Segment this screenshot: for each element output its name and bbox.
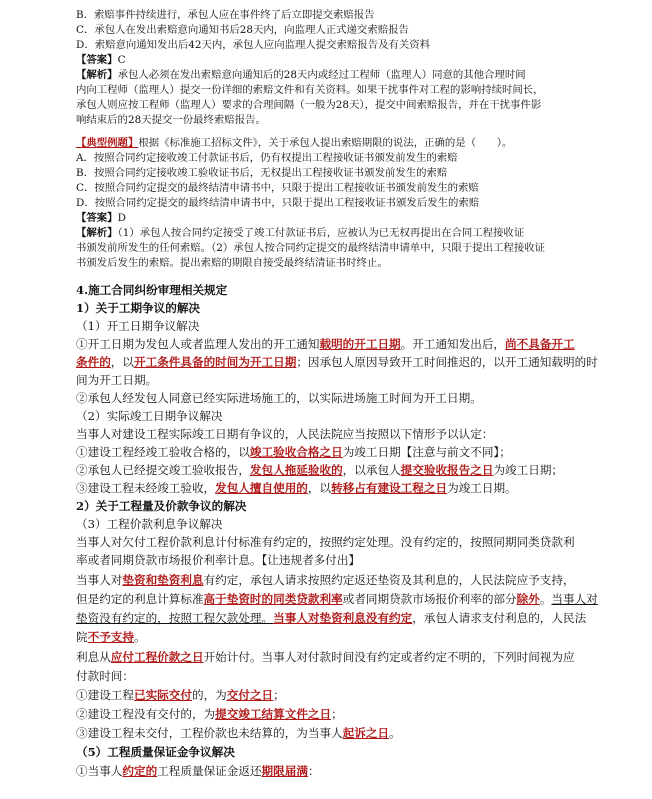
text: 有约定，承包人请求按照约定返还垫资及其利息的，人民法院应予支持，: [203, 573, 575, 587]
highlight: 垫资和垫资利息: [122, 573, 204, 587]
analysis-line: 书颁发前所发生的任何索赔。（2）承包人按合同约定提交的最终结清申请单中，只限于提出工程接收证: [76, 242, 545, 254]
text: ②建设工程没有交付的，为: [76, 707, 216, 721]
option-d: D．索赔意向通知发出后42天内，承包人应向监理人提交索赔报告及有关资料: [76, 39, 431, 51]
paragraph-line: [76, 705, 343, 723]
paragraph-line: [76, 648, 575, 666]
text: 院: [76, 630, 88, 644]
option-c: C．承包人在发出索赔意向通知书后28天内，向监理人正式递交索赔报告: [76, 24, 409, 36]
analysis-line: 书颁发后发生的索赔。提出索赔的期限自接受最终结清证书时终止。: [76, 257, 388, 269]
subheading-1-2: （2）实际竣工日期争议解决: [76, 409, 223, 423]
highlight: 高于垫资时的同类贷款利率: [203, 592, 343, 606]
underlined-text: 垫资没有约定的，按照工程欠款处理。: [76, 611, 274, 625]
paragraph-line: 当事人对欠付工程价款利息计付标准有约定的，按照约定处理。没有约定的，按照同期同类贷款利: [76, 535, 575, 549]
highlight: 不予支持: [87, 630, 134, 644]
highlight: 尚不具备开工: [505, 337, 575, 351]
text: 。: [539, 592, 552, 606]
paragraph-line: [76, 353, 598, 371]
highlight: 载明的开工日期: [319, 337, 401, 351]
analysis-text: （1）承包人按合同约定接受了竣工付款证书后，应被认为已无权再提出在合同工程接收证: [117, 227, 525, 239]
text: ③建设工程未经竣工验收，: [76, 481, 216, 495]
paragraph-line: 当事人对建设工程实际竣工日期有争议的，人民法院应当按照以下情形予以认定：: [76, 427, 494, 441]
highlight: 起诉之日: [342, 726, 390, 740]
paragraph-line: [76, 335, 575, 353]
paragraph-line: [76, 724, 401, 742]
option-c: C．按照合同约定提交的最终结清申请书中，只限于提出工程接收证书颁发前发生的索赔: [76, 182, 479, 194]
analysis-line: 响结束后的28天提交一份最终索赔报告。: [76, 114, 266, 126]
question-text: 根据《标准施工招标文件》，关于承包人提出索赔期限的说法，正确的是（ ）。: [138, 137, 513, 149]
text: ：: [307, 764, 320, 778]
text: ，以承包人: [342, 463, 401, 477]
section-heading: 4.施工合同纠纷审理相关规定: [76, 283, 228, 297]
highlight: 转移占有建设工程之日: [331, 481, 448, 495]
text: 为竣工日期【注意与前文不同】；: [342, 445, 511, 459]
highlight: 当事人对垫资利息没有约定: [273, 611, 413, 625]
paragraph-line: [76, 443, 511, 461]
answer-line: [76, 53, 126, 68]
paragraph-line: [76, 628, 146, 646]
paragraph-line: [76, 609, 586, 627]
option-d: D．按照合同约定提交的最终结清申请书中，只限于提出工程接收证书颁发后发生的索赔: [76, 197, 480, 209]
example-tag: 【典型例题】: [76, 137, 139, 149]
text: 的，为: [191, 688, 227, 702]
text: ③建设工程未交付，工程价款也未结算的，为当事人: [76, 726, 343, 740]
paragraph-line: [76, 461, 563, 479]
analysis-line: [76, 68, 526, 83]
analysis-label: 【解析】: [76, 227, 118, 239]
highlight: 条件的: [76, 355, 111, 369]
text: 或者同期贷款市场报价利率的部分: [342, 592, 517, 606]
text: ①建设工程经竣工验收合格的，以: [76, 445, 250, 459]
answer-value: D: [117, 212, 126, 224]
paragraph-line: 间为开工日期。: [76, 373, 158, 387]
subheading-1: 1）关于工期争议的解决: [76, 301, 201, 315]
highlight: 竣工验收合格之日: [249, 445, 343, 459]
text: ②承包人已经提交竣工验收报告，: [76, 463, 250, 477]
subheading-2-3: （3）工程价款利息争议解决: [76, 517, 223, 531]
text: 。: [389, 726, 401, 740]
paragraph-line: [76, 686, 285, 704]
analysis-line: [76, 226, 524, 241]
text: 工程质量保证金返还: [157, 764, 262, 778]
answer-value: C: [117, 54, 126, 66]
text: ；: [273, 688, 285, 702]
paragraph-line: [76, 762, 320, 780]
analysis-text: 承包人必须在发出索赔意向通知后的28天内或经过工程师（监理人）同意的其他合理时间: [117, 69, 526, 81]
subheading-1-1: （1）开工日期争议解决: [76, 319, 200, 333]
highlight: 已实际交付: [133, 688, 192, 702]
subheading-2: 2）关于工程量及价款争议的解决: [76, 499, 247, 513]
text: ，以: [110, 355, 134, 369]
subheading-2-5: （5）工程质量保证金争议解决: [76, 745, 235, 759]
highlight: 除外: [516, 592, 540, 606]
text: 。开工通知发出后，: [400, 337, 506, 351]
paragraph-line: [76, 571, 575, 589]
answer-line: [76, 211, 126, 226]
question-line: [76, 136, 512, 151]
text: ，承包人请求支付利息的，人民法: [412, 611, 587, 625]
highlight: 开工条件具备的时间为开工日期: [134, 355, 297, 369]
paragraph-line: [76, 479, 517, 497]
highlight: 提交竣工结算文件之日: [215, 707, 332, 721]
highlight: 应付工程价款之日: [110, 650, 204, 664]
highlight: 交付之日: [226, 688, 274, 702]
analysis-line: 内向工程师（监理人）提交一份详细的索赔文件和有关资料。如果干扰事件对工程的影响持续时间长，: [76, 84, 544, 96]
option-b: B．按照合同约定接收竣工验收证书后，无权提出工程接收证书颁发前发生的索赔: [76, 167, 448, 179]
text: ；: [331, 707, 343, 721]
analysis-label: 【解析】: [76, 69, 118, 81]
text: 但是约定的利息计算标准: [76, 592, 204, 606]
paragraph-line: 付款时间：: [76, 669, 134, 683]
text: ①当事人: [76, 764, 123, 778]
underlined-text: 当事人对: [551, 592, 598, 606]
text: 为竣工日期。: [447, 481, 517, 495]
highlight: 提交验收报告之日: [400, 463, 494, 477]
answer-label: 【答案】: [76, 212, 118, 224]
text: 。: [134, 630, 146, 644]
text: ①建设工程: [76, 688, 134, 702]
paragraph-line: 率或者同期贷款市场报价利率计息。【让违规者多付出】: [76, 553, 361, 567]
text: 利息从: [76, 650, 111, 664]
text: 为竣工日期；: [493, 463, 564, 477]
paragraph-line: [76, 590, 598, 608]
text: ①开工日期为发包人或者监理人发出的开工通知: [76, 337, 320, 351]
highlight: 约定的: [122, 764, 158, 778]
highlight: 发包人拖延验收的: [249, 463, 343, 477]
option-b: B．索赔事件持续进行，承包人应在事件终了后立即提交索赔报告: [76, 9, 375, 21]
answer-label: 【答案】: [76, 54, 118, 66]
analysis-line: 承包人则应按工程师（监理人）要求的合理间隔（一般为28天），提交中间索赔报告，并在干扰事件影: [76, 99, 542, 111]
paragraph-line: ②承包人经发包人同意已经实际进场施工的，以实际进场施工时间为开工日期。: [76, 391, 482, 405]
option-a: A．按照合同约定接收竣工付款证书后，仍有权提出工程接收证书颁发前发生的索赔: [76, 152, 458, 164]
highlight: 期限届满: [261, 764, 308, 778]
text: 开始计付。当事人对付款时间没有约定或者约定不明的，下列时间视为应: [203, 650, 575, 664]
text: ；因承包人原因导致开工时间推迟的，以开工通知载明的时: [296, 355, 598, 369]
highlight: 发包人擅自使用的: [215, 481, 308, 495]
text: 当事人对: [76, 573, 123, 587]
text: ，以: [307, 481, 332, 495]
